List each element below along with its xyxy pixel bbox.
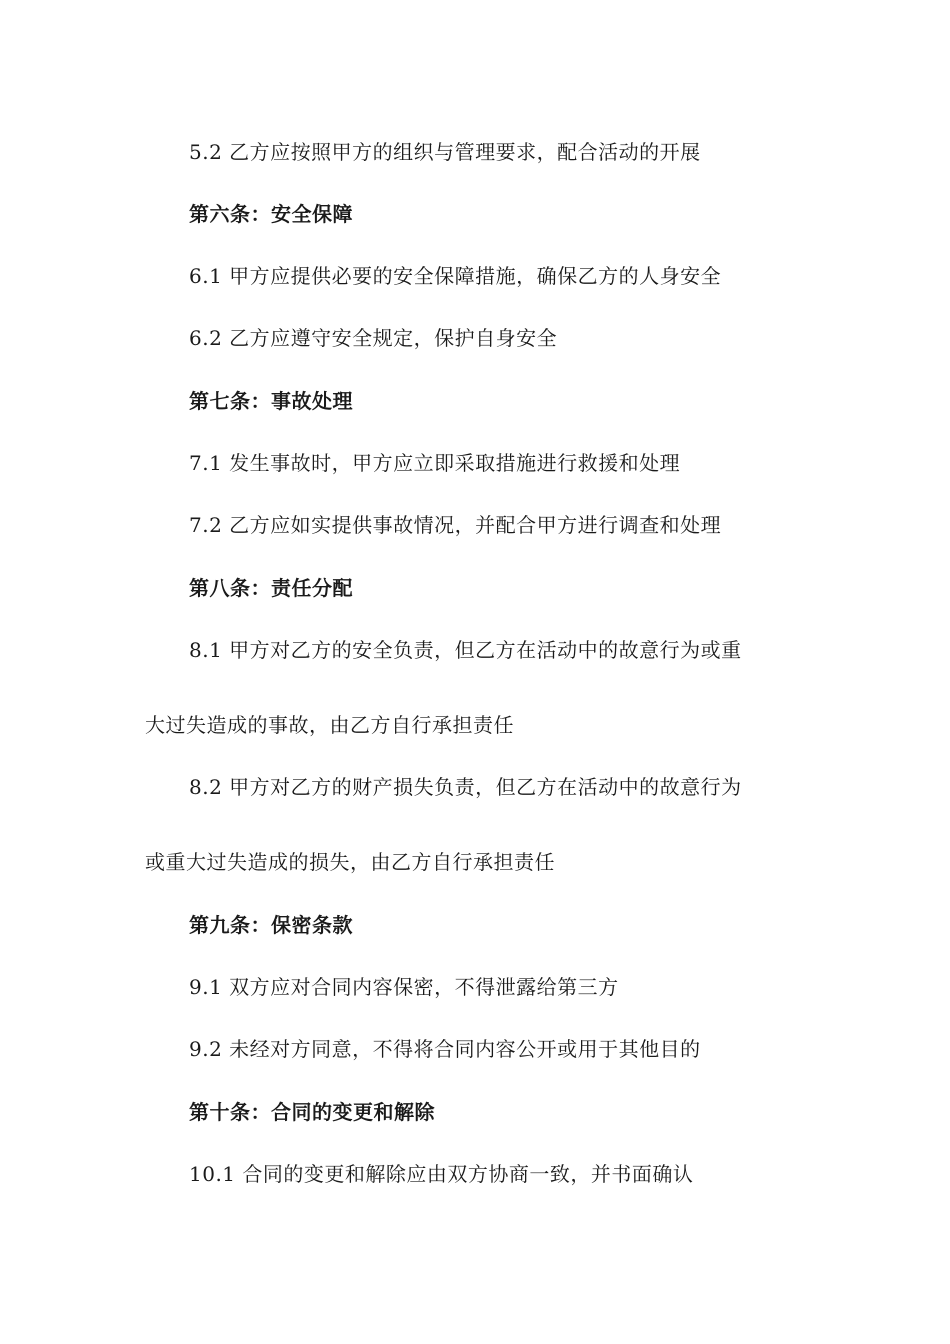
clause-6-1: 6.1 甲方应提供必要的安全保障措施，确保乙方的人身安全: [189, 264, 722, 288]
article-6-heading: 第六条：安全保障: [189, 202, 353, 226]
clause-9-1: 9.1 双方应对合同内容保密，不得泄露给第三方: [189, 975, 619, 999]
clause-8-2-line-1: 8.2 甲方对乙方的财产损失负责，但乙方在活动中的故意行为: [189, 775, 742, 799]
clause-10-1: 10.1 合同的变更和解除应由双方协商一致，并书面确认: [189, 1162, 694, 1186]
article-9-heading: 第九条：保密条款: [189, 913, 353, 937]
clause-9-2: 9.2 未经对方同意，不得将合同内容公开或用于其他目的: [189, 1037, 701, 1061]
clause-8-1-line-2: 大过失造成的事故，由乙方自行承担责任: [145, 713, 514, 737]
clause-7-2: 7.2 乙方应如实提供事故情况，并配合甲方进行调查和处理: [189, 513, 722, 537]
article-10-heading: 第十条：合同的变更和解除: [189, 1100, 435, 1124]
clause-8-2-line-2: 或重大过失造成的损失，由乙方自行承担责任: [145, 850, 555, 874]
clause-8-1-line-1: 8.1 甲方对乙方的安全负责，但乙方在活动中的故意行为或重: [189, 638, 742, 662]
clause-5-2: 5.2 乙方应按照甲方的组织与管理要求，配合活动的开展: [189, 140, 701, 164]
clause-7-1: 7.1 发生事故时，甲方应立即采取措施进行救援和处理: [189, 451, 681, 475]
article-8-heading: 第八条：责任分配: [189, 576, 353, 600]
clause-6-2: 6.2 乙方应遵守安全规定，保护自身安全: [189, 326, 558, 350]
article-7-heading: 第七条：事故处理: [189, 389, 353, 413]
